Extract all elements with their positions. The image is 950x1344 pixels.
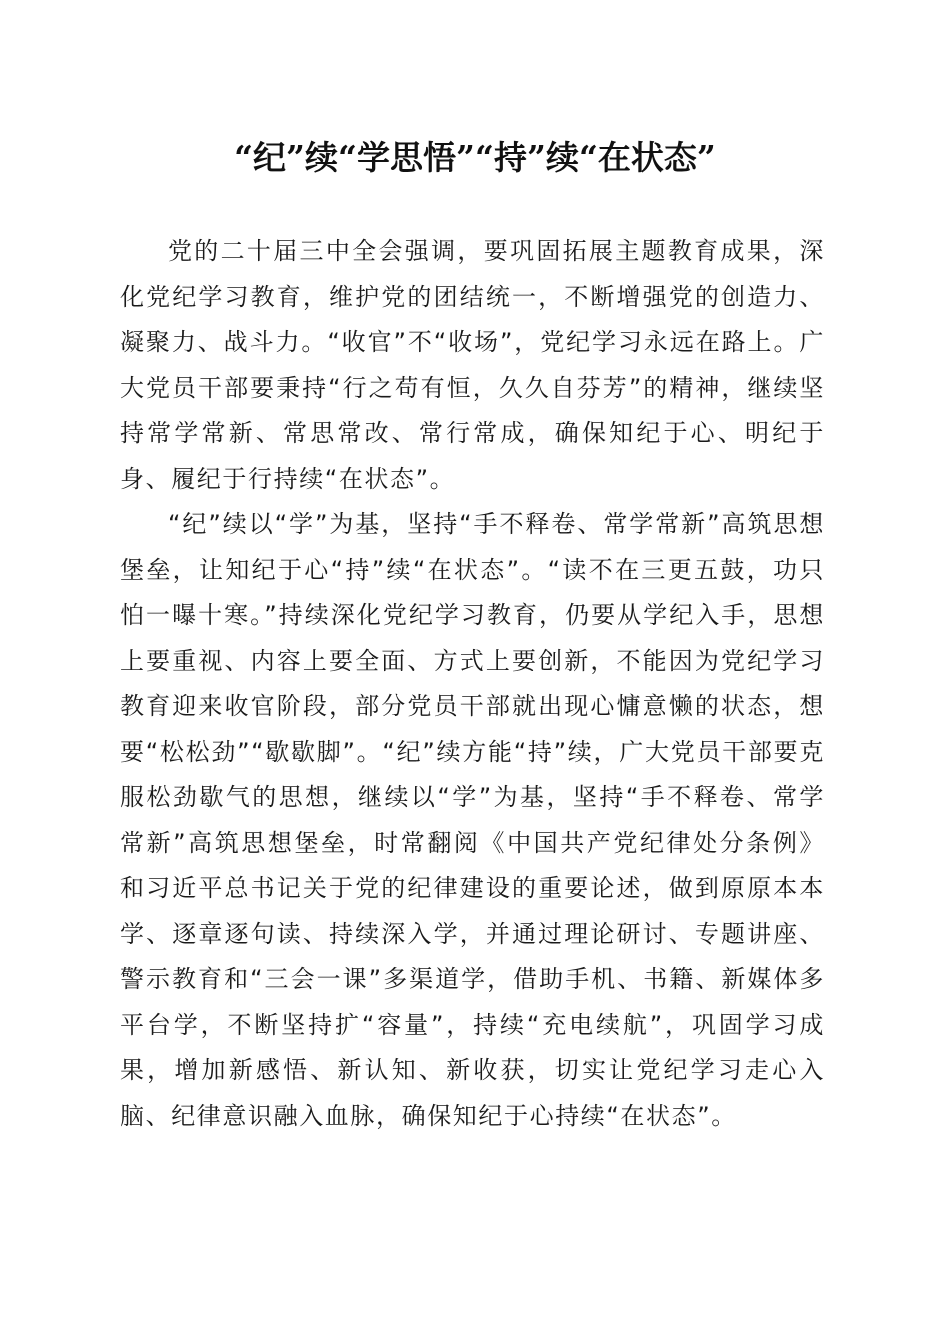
paragraph-2: “纪”续以“学”为基，坚持“手不释卷、常学常新”高筑思想堡垒，让知纪于心“持”续“在状态”。“读不在三更五鼓，功只怕一曝十寒。”持续深化党纪学习教育，仍要从学纪入手，思想上要重视、内容上要全面、方式上要创新，不能因为党纪学习教育迎来收官阶段，部分党员干部就出现心慵意懒的状态，想要“松松劲”“歇歇脚”。“纪”续方能“持”续，广大党员干部要克服松劲歇气的思想，继续以“学”为基，坚持“手不释卷、常学常新”高筑思想堡垒，时常翻阅《中国共产党纪律处分条例》和习近平总书记关于党的纪律建设的重要论述，做到原原本本学、逐章逐句读、持续深入学，并通过理论研讨、专题讲座、警示教育和“三会一课”多渠道学，借助手机、书籍、新媒体多平台学，不断坚持扩“容量”，持续“充电续航”，巩固学习成果，增加新感悟、新认知、新收获，切实让党纪学习走心入脑、纪律意识融入血脉，确保知纪于心持续“在状态”。 — [120, 510, 825, 1130]
document-body — [120, 229, 825, 1139]
document-title: “纪”续“学思悟”“持”续“在状态” — [234, 138, 716, 177]
paragraph-1: 党的二十届三中全会强调，要巩固拓展主题教育成果，深化党纪学习教育，维护党的团结统一，不断增强党的创造力、凝聚力、战斗力。“收官”不“收场”，党纪学习永远在路上。广大党员干部要秉持“行之苟有恒，久久自芬芳”的精神，继续坚持常学常新、常思常改、常行常成，确保知纪于心、明纪于身、履纪于行持续“在状态”。 — [120, 237, 825, 493]
